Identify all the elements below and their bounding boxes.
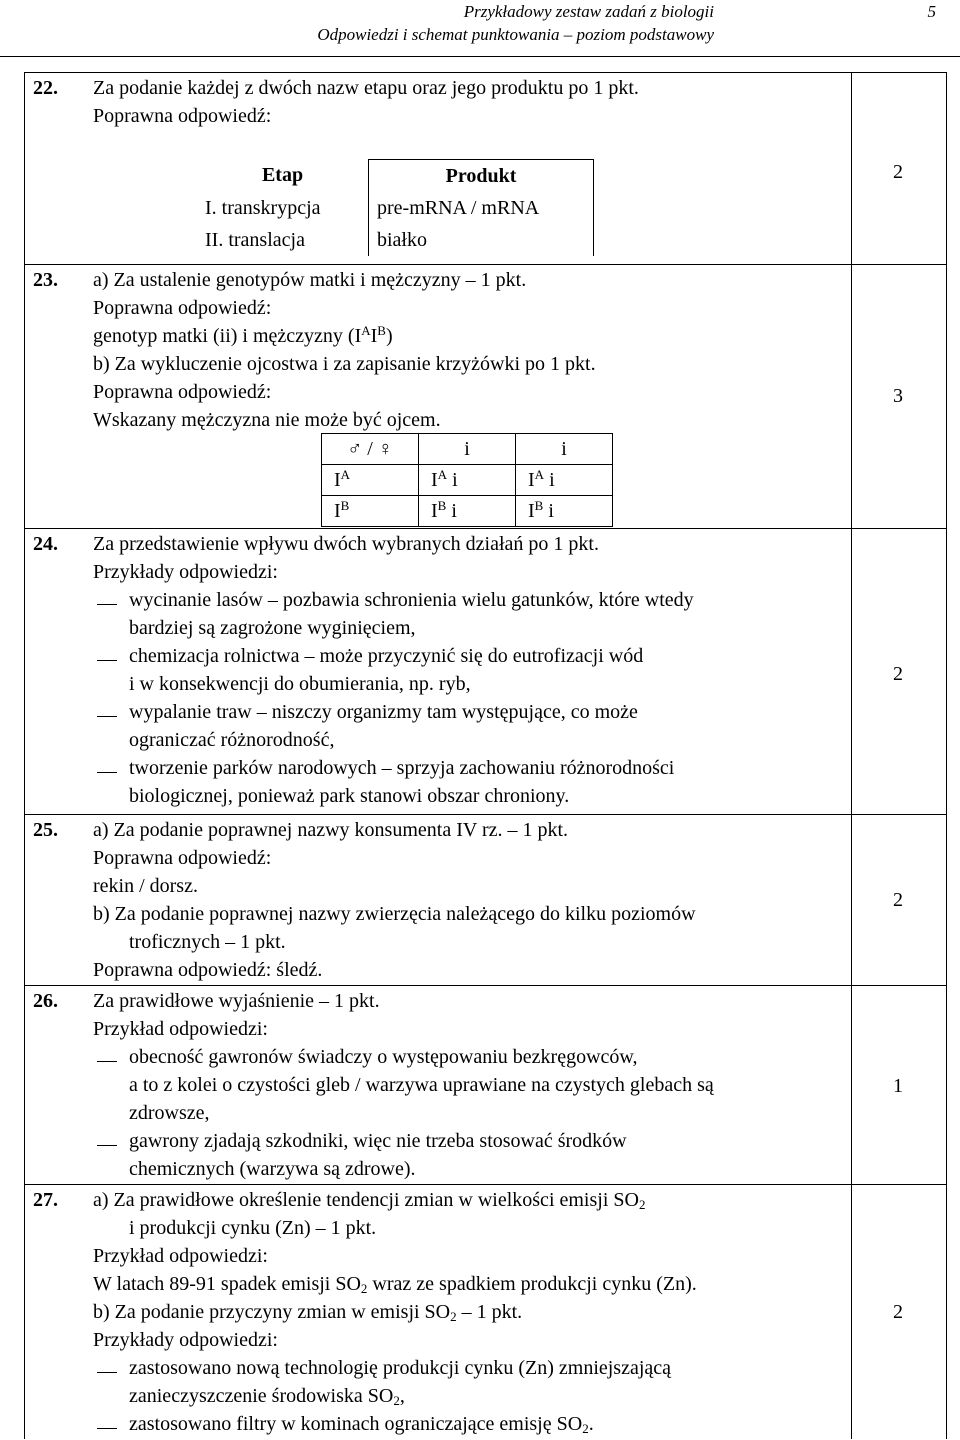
q27-example-label: Przykład odpowiedzi: [93,1245,268,1267]
q23-answer-label-a: Poprawna odpowiedź: [93,297,272,319]
dash-bullet [97,716,117,717]
q27-examples-label: Przykłady odpowiedzi: [93,1329,278,1351]
q24-line-4: i w konsekwencji do obumierania, np. ryb, [129,673,471,695]
q23-a-answer: genotyp matki (ii) i mężczyzny $(I^AI^B)$ [93,323,393,347]
dash-bullet [97,1145,117,1146]
q25-answer-label: Poprawna odpowiedź: [93,847,272,869]
q27-a-answer: W latach 89-91 spadek emisji $SO_2$ wraz ze spadkiem produkcji cynku (Zn). [93,1273,697,1296]
q24-line-2: bardziej są zagrożone wyginięciem, [129,617,416,639]
page-number: 5 [927,2,936,21]
q22-header-stage: Etap [261,164,304,187]
cross-header-i-1: i [419,434,516,465]
q27-b-line-2: zanieczyszczenie środowiska $SO_2$, [129,1385,405,1408]
q24-criterion: Za przedstawienie wpływu dwóch wybranych działań po 1 pkt. [93,533,599,555]
separator-25 [25,985,851,986]
q24-line-1: wycinanie lasów – pozbawia schronienia wielu gatunków, które wtedy [129,589,694,611]
cross-allele-a: $I^A$ [322,465,419,496]
q27-b-line-1: zastosowano nową technologię produkcji cynku (Zn) zmniejszającą [129,1357,672,1379]
q25-b-criterion-2: troficznych – 1 pkt. [129,931,286,953]
q22-criterion: Za podanie każdej z dwóch nazw etapu oraz jego produktu po 1 pkt. [93,77,639,99]
header-rule [0,56,960,57]
question-number-27: 27. [33,1189,58,1211]
q25-b-answer: Poprawna odpowiedź: śledź. [93,959,323,981]
cross-header-i-2: i [516,434,613,465]
q23-b-criterion: b) Za wykluczenie ojcostwa i za zapisanie krzyżówki po 1 pkt. [93,353,596,375]
dash-bullet [97,772,117,773]
q23-a-criterion: a) Za ustalenie genotypów matki i mężczyzny – 1 pkt. [93,269,527,291]
points-22: 2 [893,161,903,183]
separator-22 [25,264,851,265]
q22-stage-2: II. translacja [205,228,305,251]
cross-allele-b: $I^B$ [322,496,419,527]
header-subtitle: Odpowiedzi i schemat punktowania – poziom podstawowy [317,25,714,44]
q22-answer-label: Poprawna odpowiedź: [93,105,272,127]
q27-b-line-3: zastosowano filtry w kominach ograniczające emisję $SO_2$. [129,1413,594,1436]
q26-line-5: chemicznych (warzywa są zdrowe). [129,1158,416,1180]
q24-examples-label: Przykłady odpowiedzi: [93,561,278,583]
points-27: 2 [893,1301,903,1323]
q26-example-label: Przykład odpowiedzi: [93,1018,268,1040]
points-separator [850,985,946,986]
points-column [850,72,947,1439]
q27-a-criterion-2: i produkcji cynku (Zn) – 1 pkt. [129,1217,377,1239]
q25-a-answer: rekin / dorsz. [93,875,198,897]
q25-a-criterion: a) Za podanie poprawnej nazwy konsumenta IV rz. – 1 pkt. [93,819,569,841]
cross-cell-b1: $I^B$ i [419,496,516,527]
q24-line-7: tworzenie parków narodowych – sprzyja zachowaniu różnorodności [129,757,675,779]
q27-a-criterion-1: a) Za prawidłowe określenie tendencji zmian w wielkości emisji $SO_2$ [93,1189,646,1212]
cross-header-sex: ♂ / ♀ [322,434,419,465]
q24-line-6: ograniczać różnorodność, [129,729,335,751]
q22-product-2: białko [369,224,594,256]
separator-23 [25,528,851,529]
dash-bullet [97,1061,117,1062]
q26-line-1: obecność gawronów świadczy o występowaniu bezkręgowców, [129,1046,638,1068]
cross-cell-b2: $I^B$ i [516,496,613,527]
points-separator [850,1184,946,1185]
q24-line-8: biologicznej, ponieważ park stanowi obszar chroniony. [129,785,570,807]
q26-criterion: Za prawidłowe wyjaśnienie – 1 pkt. [93,990,380,1012]
cross-cell-a2: $I^A$ i [516,465,613,496]
dash-bullet [97,1428,117,1429]
question-number-26: 26. [33,990,58,1012]
q22-product-1: pre-mRNA / mRNA [369,192,594,224]
points-23: 3 [893,385,903,407]
points-24: 2 [893,663,903,685]
points-separator [850,264,946,265]
q22-header-product: Produkt [369,160,594,193]
question-number-25: 25. [33,819,58,841]
question-number-22: 22. [33,77,58,99]
q23-answer-label-b: Poprawna odpowiedź: [93,381,272,403]
points-separator [850,528,946,529]
header-title: Przykładowy zestaw zadań z biologii [463,2,714,21]
question-number-24: 24. [33,533,58,555]
dash-bullet [97,660,117,661]
separator-24 [25,814,851,815]
cross-cell-a1: $I^A$ i [419,465,516,496]
dash-bullet [97,1372,117,1373]
question-number-23: 23. [33,269,58,291]
q23-cross-table [321,433,613,527]
q27-b-criterion: b) Za podanie przyczyny zmian w emisji $SO_2 - 1$ pkt. [93,1301,523,1324]
answers-column [24,72,852,1439]
separator-26 [25,1184,851,1185]
q25-b-criterion-1: b) Za podanie poprawnej nazwy zwierzęcia należącego do kilku poziomów [93,903,696,925]
q26-line-4: gawrony zjadają szkodniki, więc nie trzeba stosować środków [129,1130,627,1152]
points-26: 1 [893,1075,903,1097]
points-25: 2 [893,889,903,911]
q22-stage-1: I. transkrypcja [205,196,321,219]
q22-stage-table [197,159,594,256]
q26-line-3: zdrowsze, [129,1102,210,1124]
q24-line-3: chemizacja rolnictwa – może przyczynić się do eutrofizacji wód [129,645,644,667]
points-separator [850,814,946,815]
q24-line-5: wypalanie traw – niszczy organizmy tam występujące, co może [129,701,638,723]
q26-line-2: a to z kolei o czystości gleb / warzywa uprawiane na czystych glebach są [129,1074,714,1096]
q23-b-answer: Wskazany mężczyzna nie może być ojcem. [93,409,441,431]
dash-bullet [97,604,117,605]
